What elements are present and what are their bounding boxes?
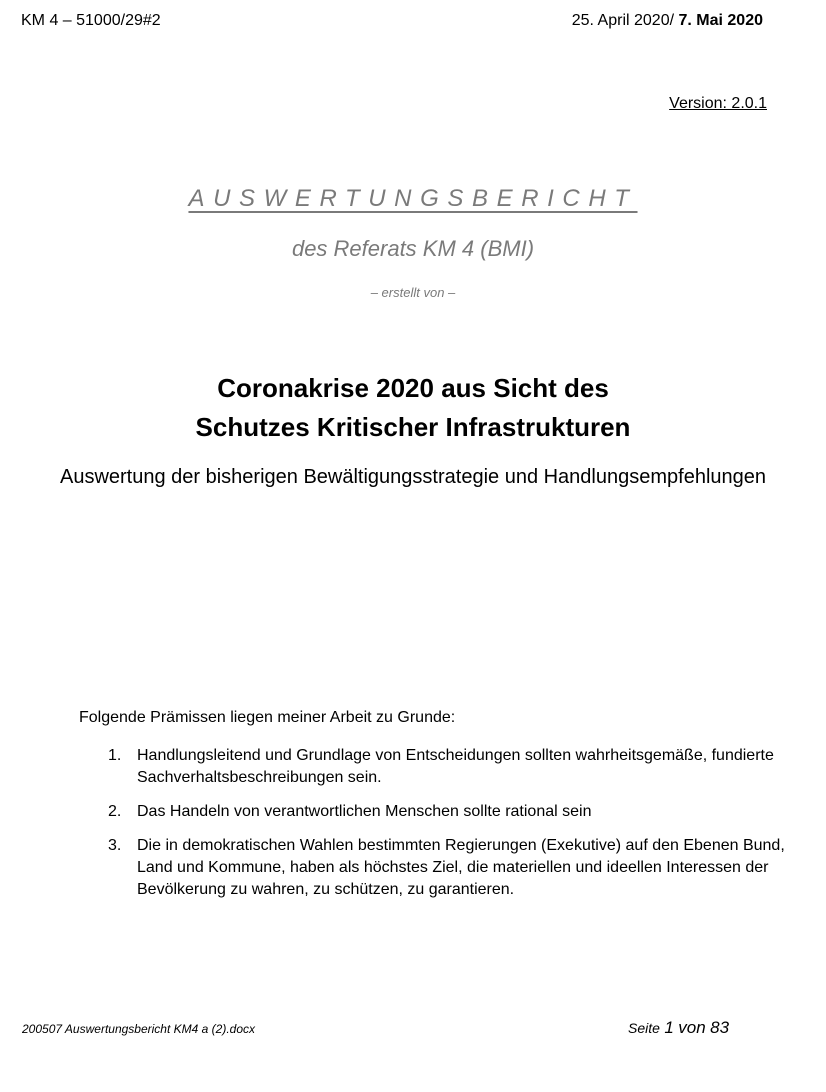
date-original: 25. April 2020/ xyxy=(571,12,675,29)
page-number xyxy=(628,1018,729,1038)
document-reference: KM 4 – 51000/29#2 xyxy=(21,12,161,29)
page-of: von xyxy=(678,1018,706,1037)
list-item xyxy=(108,835,788,901)
title-line-2: Schutzes Kritischer Infrastrukturen xyxy=(195,412,631,442)
list-number: 2. xyxy=(108,803,122,820)
list-number: 3. xyxy=(108,837,122,854)
title-line-1: Coronakrise 2020 aus Sicht des xyxy=(217,373,609,403)
report-type-heading xyxy=(0,185,826,213)
list-text: Das Handeln von verantwortlichen Menschen sollte rational sein xyxy=(137,803,592,820)
list-number: 1. xyxy=(108,747,122,764)
date-updated: 7. Mai 2020 xyxy=(678,12,763,29)
premises-intro: Folgende Prämissen liegen meiner Arbeit zu Grunde: xyxy=(79,709,456,726)
created-by: – erstellt von – xyxy=(370,285,456,300)
version-label: Version: 2.0.1 xyxy=(669,95,767,112)
issuer: des Referats KM 4 (BMI) xyxy=(291,236,535,261)
footer-filename: 200507 Auswertungsbericht KM4 a (2).docx xyxy=(22,1022,256,1036)
list-text: Handlungsleitend und Grundlage von Entscheidungen sollten wahrheitsgemäße, fundierte Sachverhaltsbeschreibungen sein. xyxy=(137,747,774,786)
page-total: 83 xyxy=(710,1018,730,1037)
subtitle: Auswertung der bisherigen Bewältigungsstrategie und Handlungsempfehlungen xyxy=(59,466,767,488)
page-current: 1 xyxy=(664,1018,674,1037)
document-date xyxy=(572,12,763,30)
list-item xyxy=(108,801,788,823)
premises-list xyxy=(108,745,788,913)
list-item xyxy=(108,745,788,789)
page-label: Seite xyxy=(628,1020,660,1036)
list-text: Die in demokratischen Wahlen bestimmten Regierungen (Exekutive) auf den Ebenen Bund, Land und Kommune, haben als höchstes Ziel, die materiellen und ideellen Interessen der Bevölkerung zu wahren, zu schützen, zu garantieren. xyxy=(137,837,785,898)
report-type-text: AUSWERTUNGSBERICHT xyxy=(188,185,638,212)
